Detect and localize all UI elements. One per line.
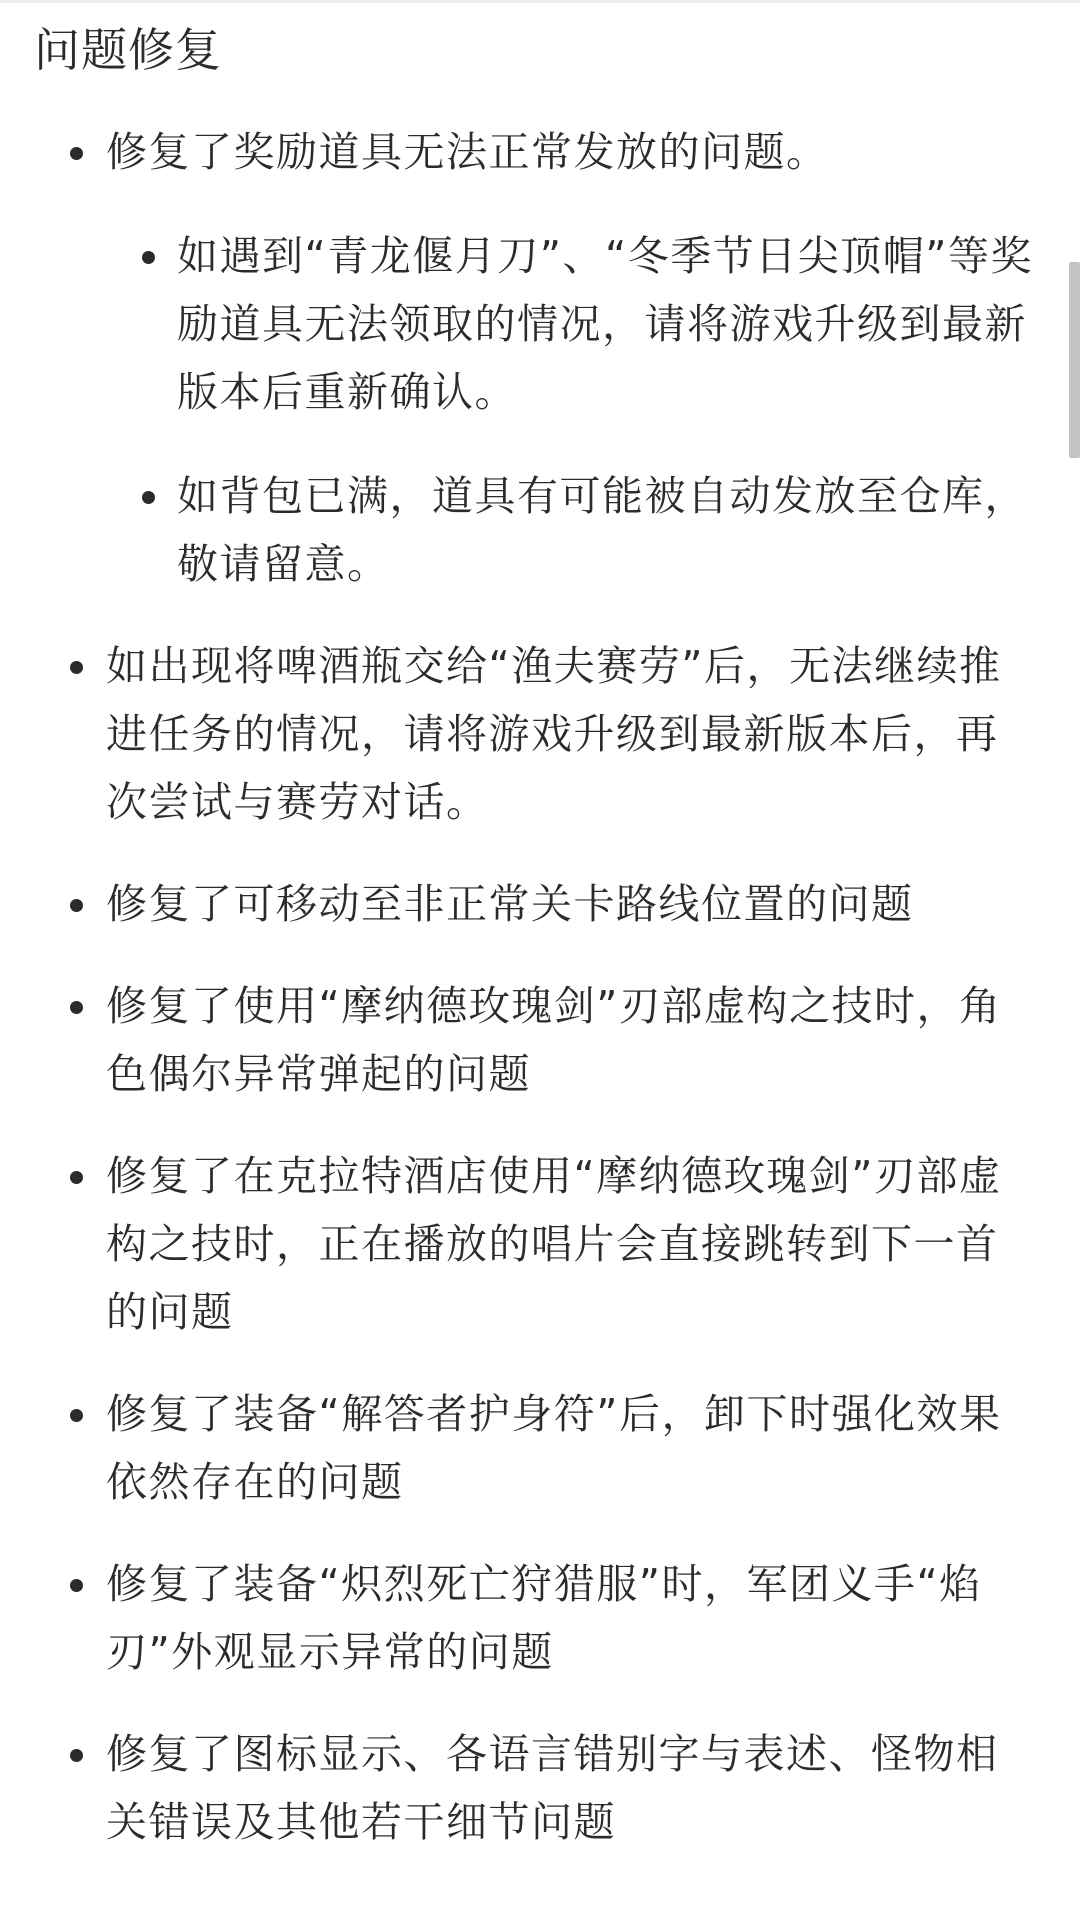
list-item-text: 修复了奖励道具无法正常发放的问题。	[106, 128, 829, 176]
list-item	[0, 972, 1040, 1108]
list-item-text: 修复了使用“摩纳德玫瑰剑”刃部虚构之技时，角色偶尔异常弹起的问题	[106, 982, 1002, 1098]
top-divider	[0, 0, 1080, 3]
scrollbar-thumb[interactable]	[1069, 262, 1080, 458]
list-item-text: 修复了在克拉特酒店使用“摩纳德玫瑰剑”刃部虚构之技时，正在播放的唱片会直接跳转到下一首的问题	[106, 1152, 1002, 1336]
list-item-text: 修复了图标显示、各语言错别字与表述、怪物相关错误及其他若干细节问题	[106, 1730, 999, 1846]
bullet-icon	[70, 1579, 83, 1592]
list-item	[0, 1720, 1040, 1856]
list-item	[0, 632, 1040, 836]
bullet-icon	[70, 147, 83, 160]
bullet-icon	[142, 251, 155, 264]
list-item	[0, 1380, 1040, 1516]
list-item	[0, 1142, 1040, 1346]
bullet-icon	[70, 1001, 83, 1014]
sub-list-item-text: 如背包已满，道具有可能被自动发放至仓库，敬请留意。	[177, 472, 1027, 588]
section-title: 问题修复	[34, 23, 222, 77]
list-item-text: 修复了装备“解答者护身符”后，卸下时强化效果依然存在的问题	[106, 1390, 1002, 1506]
bullet-icon	[70, 1409, 83, 1422]
list-item	[0, 118, 1040, 598]
bullet-icon	[70, 1749, 83, 1762]
list-item-text: 修复了可移动至非正常关卡路线位置的问题	[106, 880, 914, 928]
list-item-text: 如出现将啤酒瓶交给“渔夫赛劳”后，无法继续推进任务的情况，请将游戏升级到最新版本后，再次尝试与赛劳对话。	[106, 642, 1002, 826]
bullet-icon	[70, 899, 83, 912]
fix-list	[0, 118, 1040, 1890]
sub-list-item-text: 如遇到“青龙偃月刀”、“冬季节日尖顶帽”等奖励道具无法领取的情况，请将游戏升级到最新版本后重新确认。	[177, 232, 1033, 416]
sub-list-item	[106, 462, 1040, 598]
scrollbar[interactable]	[1068, 0, 1080, 1909]
bullet-icon	[70, 661, 83, 674]
list-item	[0, 1550, 1040, 1686]
bullet-icon	[142, 491, 155, 504]
sub-list-item	[106, 222, 1040, 426]
list-item	[0, 870, 1040, 938]
sub-list	[106, 222, 1040, 598]
bullet-icon	[70, 1171, 83, 1184]
list-item-text: 修复了装备“炽烈死亡狩猎服”时，军团义手“焰刃”外观显示异常的问题	[106, 1560, 982, 1676]
